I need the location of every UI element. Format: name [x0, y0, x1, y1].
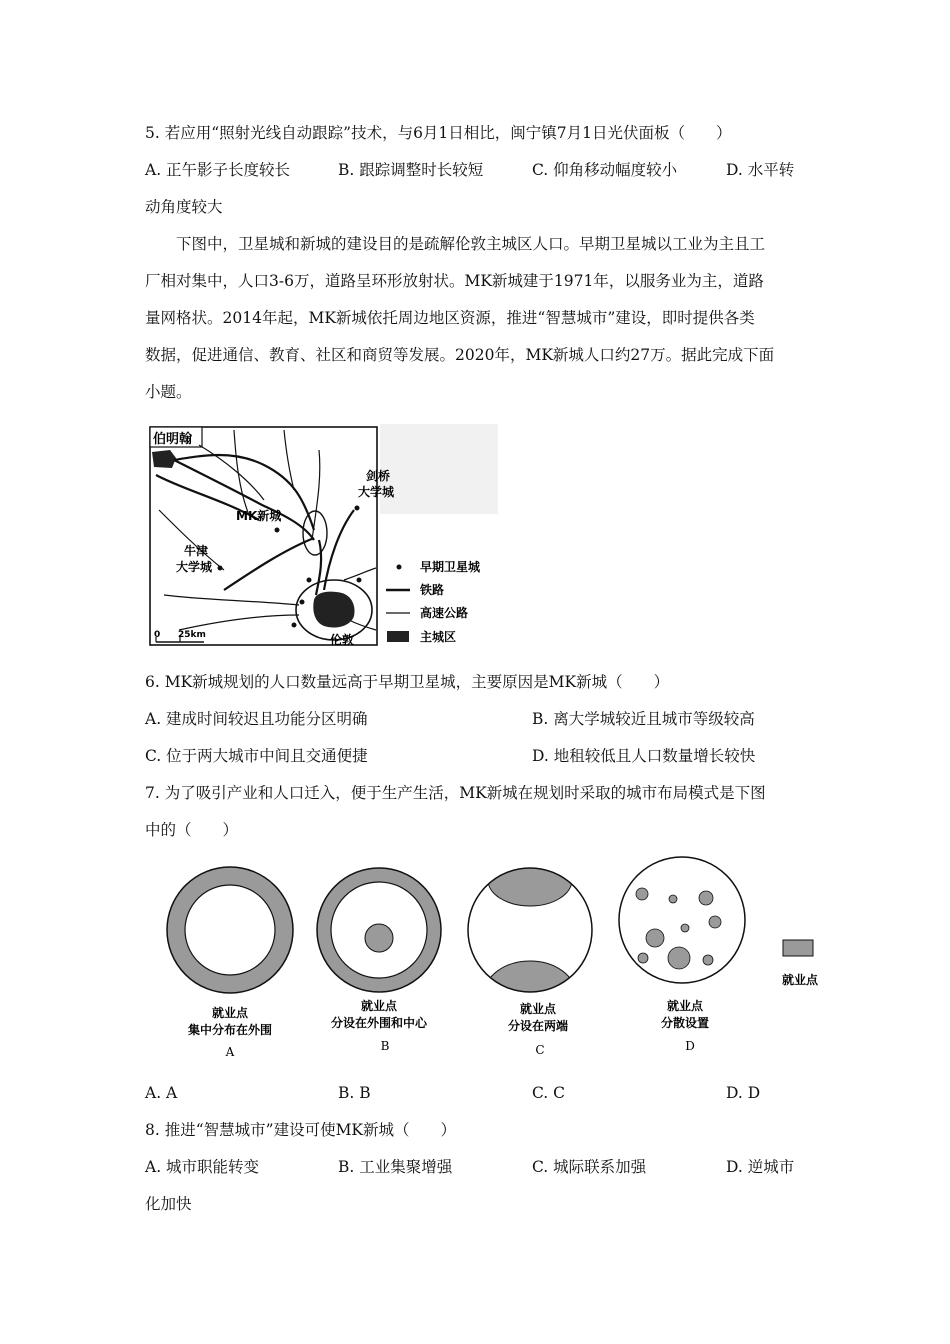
legend-satellite-label: 早期卫星城: [420, 560, 481, 574]
london-region-map: [144, 420, 504, 655]
q6-option-a: A. 建成时间较迟且功能分区明确: [145, 710, 368, 728]
q5-option-c: C. 仰角移动幅度较小: [532, 161, 678, 179]
cambridge-label-2: 大学城: [358, 485, 395, 499]
q5-option-a: A. 正午影子长度较长: [145, 161, 291, 179]
satellite-town-dot: [355, 506, 360, 511]
q8-option-a: A. 城市职能转变: [145, 1158, 260, 1176]
q7-option-c: C. C: [532, 1084, 566, 1102]
q7-stem: 7. 为了吸引产业和人口迁入，便于生产生活，MK新城在规划时采取的城市布局模式是下图: [145, 784, 766, 802]
city-layout-diagrams: [160, 850, 840, 1075]
london-label: 伦敦: [330, 633, 355, 647]
q6-option-c: C. 位于两大城市中间且交通便捷: [145, 747, 368, 765]
q5-option-d-wrap: 动角度较大: [145, 198, 223, 216]
passage-line: 数据，促进通信、教育、社区和商贸等发展。2020年，MK新城人口约27万。据此完成下面: [145, 346, 775, 364]
q6-option-d: D. 地租较低且人口数量增长较快: [532, 747, 756, 765]
passage-line: 小题。: [145, 383, 192, 401]
q8-option-d-wrap: 化加快: [145, 1195, 192, 1213]
q6-option-b: B. 离大学城较近且城市等级较高: [532, 710, 755, 728]
q7-option-d: D. D: [726, 1084, 761, 1102]
q8-option-c: C. 城际联系加强: [532, 1158, 647, 1176]
mk-label: MK新城: [236, 509, 282, 523]
q5-stem: 5. 若应用“照射光线自动跟踪”技术，与6月1日相比，闽宁镇7月1日光伏面板（ ）: [145, 124, 732, 142]
cambridge-label: 剑桥: [366, 469, 391, 483]
diagram-b-label-1: 就业点: [360, 999, 398, 1013]
scale-zero: 0: [154, 630, 161, 640]
q5-option-b: B. 跟踪调整时长较短: [338, 161, 484, 179]
diagram-b: [317, 868, 441, 1053]
birmingham-label: 伯明翰: [153, 432, 193, 447]
satellite-town-dot: [307, 578, 312, 583]
diagram-d: [619, 857, 745, 1053]
q8-stem: 8. 推进“智慧城市”建设可使MK新城（ ）: [145, 1121, 457, 1139]
passage-line: 厂相对集中，人口3-6万，道路呈环形放射状。MK新城建于1971年，以服务业为主，道路: [145, 272, 764, 290]
employment-legend-swatch: [783, 940, 813, 956]
oxford-label-2: 大学城: [176, 560, 213, 574]
diagram-c: [468, 854, 592, 1057]
satellite-town-dot: [357, 578, 362, 583]
employment-legend-label: 就业点: [781, 973, 819, 987]
q7-option-b: B. B: [338, 1084, 371, 1102]
legend-urban-icon: [387, 631, 409, 642]
satellite-town-dot: [292, 623, 297, 628]
q5-option-d: D. 水平转: [726, 161, 795, 179]
legend-railway-label: 铁路: [420, 583, 445, 597]
diagram-a-label-1: 就业点: [211, 1006, 249, 1020]
diagram-d-letter: D: [685, 1039, 695, 1053]
legend-motorway-label: 高速公路: [420, 606, 469, 620]
mk-dot: [275, 528, 280, 533]
london-urban-area: [313, 592, 354, 628]
q8-option-d: D. 逆城市: [726, 1158, 795, 1176]
diagram-a: [167, 867, 293, 1059]
q8-option-b: B. 工业集聚增强: [338, 1158, 453, 1176]
diagram-a-letter: A: [225, 1045, 235, 1059]
legend-satellite-icon: [397, 565, 402, 570]
oxford-dot: [218, 566, 223, 571]
q7-option-a: A. A: [145, 1084, 178, 1102]
satellite-town-dot: [300, 600, 305, 605]
diagram-c-label-2: 分设在两端: [507, 1019, 569, 1033]
scale-distance: 25km: [178, 630, 206, 640]
diagram-b-label-2: 分设在外围和中心: [330, 1016, 428, 1030]
diagram-a-label-2: 集中分布在外围: [187, 1023, 273, 1037]
diagram-d-label-2: 分散设置: [660, 1016, 710, 1030]
diagram-c-letter: C: [535, 1043, 545, 1057]
diagram-d-label-1: 就业点: [666, 999, 704, 1013]
q7-stem-continued: 中的（ ）: [145, 821, 239, 839]
passage-line: 量网格状。2014年起，MK新城依托周边地区资源，推进“智慧城市”建设，即时提供各类: [145, 309, 755, 327]
legend-urban-label: 主城区: [420, 630, 457, 644]
oxford-label: 牛津: [184, 544, 209, 558]
diagram-c-label-1: 就业点: [519, 1002, 557, 1016]
diagram-b-letter: B: [380, 1039, 390, 1053]
passage-line: 下图中，卫星城和新城的建设目的是疏解伦敦主城区人口。早期卫星城以工业为主且工: [176, 235, 766, 253]
q6-stem: 6. MK新城规划的人口数量远高于早期卫星城，主要原因是MK新城（ ）: [145, 673, 670, 691]
